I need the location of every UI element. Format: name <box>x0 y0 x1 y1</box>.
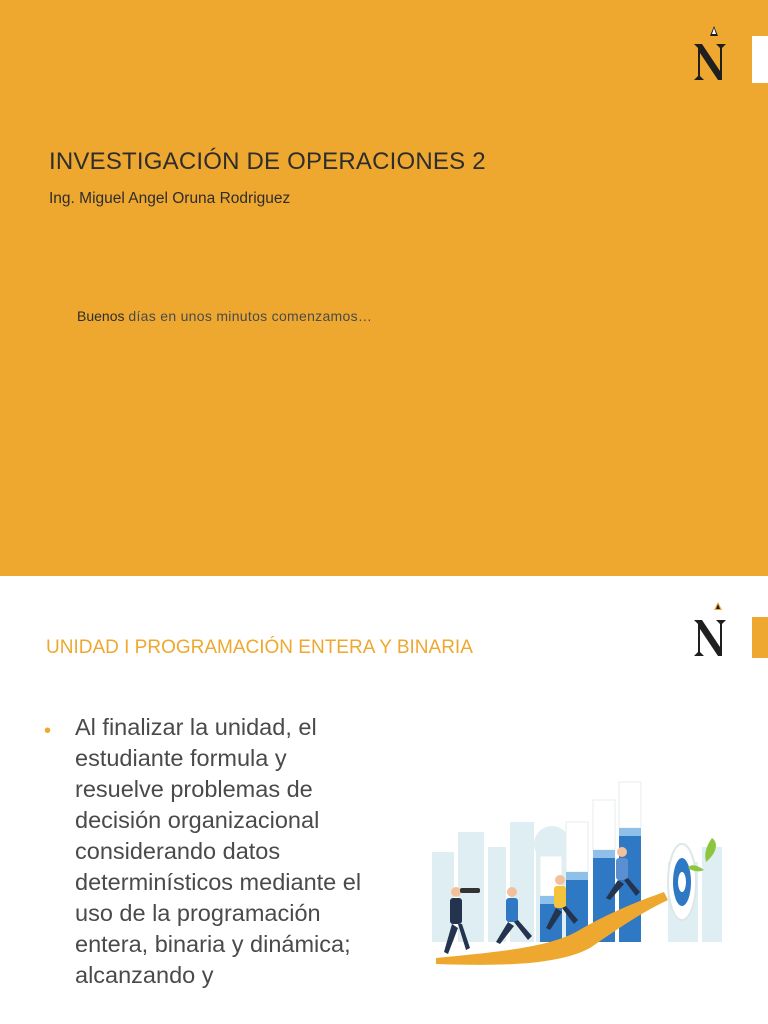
instructor-name: Ing. Miguel Angel Oruna Rodriguez <box>49 190 291 207</box>
university-logo-icon <box>688 24 734 84</box>
greeting-text <box>77 308 372 324</box>
university-logo-icon <box>688 600 734 660</box>
slide-edge-strip <box>752 36 768 83</box>
accent-strip <box>752 617 768 658</box>
bullet-icon: • <box>44 720 52 742</box>
unit-objective-text: Al finalizar la unidad, el estudiante formula y resuelve problemas de decisión organizacional considerando datos determinísticos mediante el uso de la programación entera, binaria y dinámica; alcanzando y <box>75 714 362 988</box>
unit-heading: UNIDAD I PROGRAMACIÓN ENTERA Y BINARIA <box>46 637 473 658</box>
greeting-first-word: Buenos <box>77 308 129 324</box>
team-running-to-target-illustration-icon <box>406 752 730 992</box>
greeting-rest: días en unos minutos comenzamos… <box>128 308 373 324</box>
unit-slide <box>0 576 768 1024</box>
course-title: INVESTIGACIÓN DE OPERACIONES 2 <box>49 148 486 175</box>
